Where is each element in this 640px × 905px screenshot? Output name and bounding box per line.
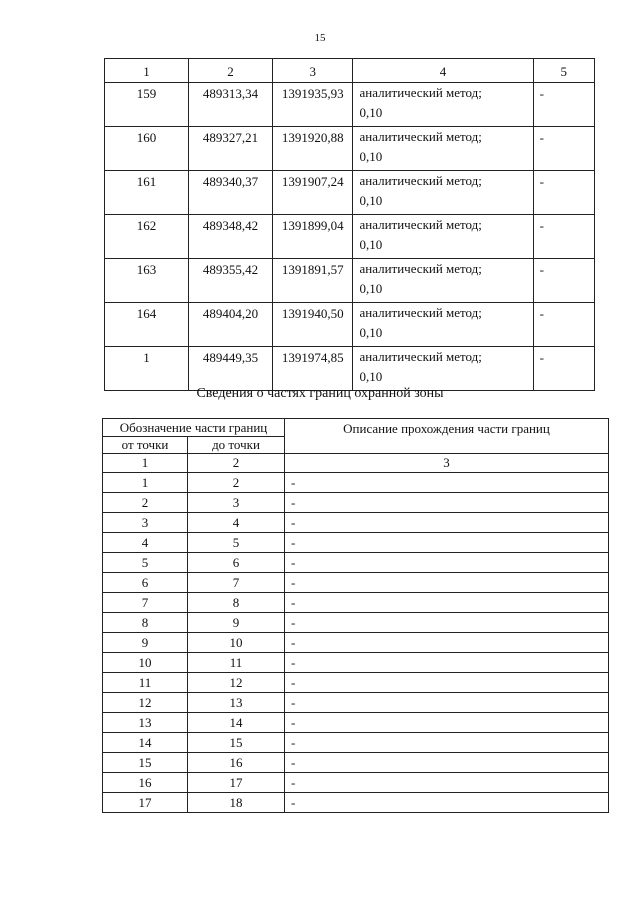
method-cell	[353, 303, 533, 347]
note-cell: -	[533, 347, 594, 391]
method-cell	[353, 83, 533, 127]
parts-to-header: до точки	[188, 437, 285, 454]
parts-row	[103, 513, 609, 533]
x-coordinate: 489355,42	[188, 259, 272, 303]
y-coordinate: 1391974,85	[273, 347, 353, 391]
parts-row	[103, 553, 609, 573]
from-point: 14	[103, 733, 188, 753]
from-point: 13	[103, 713, 188, 733]
y-coordinate: 1391899,04	[273, 215, 353, 259]
to-point: 4	[188, 513, 285, 533]
note-cell: -	[533, 171, 594, 215]
note-cell: -	[533, 303, 594, 347]
method-text: аналитический метод;	[359, 129, 482, 144]
coordinates-header-cell: 4	[353, 59, 533, 83]
from-point: 2	[103, 493, 188, 513]
page-number: 15	[314, 32, 326, 44]
y-coordinate: 1391920,88	[273, 127, 353, 171]
parts-row	[103, 493, 609, 513]
from-point: 16	[103, 773, 188, 793]
to-point: 2	[188, 473, 285, 493]
part-description: -	[285, 753, 609, 773]
note-cell: -	[533, 259, 594, 303]
note-cell: -	[533, 215, 594, 259]
x-coordinate: 489340,37	[188, 171, 272, 215]
method-cell	[353, 215, 533, 259]
point-number: 163	[105, 259, 189, 303]
parts-row	[103, 793, 609, 813]
y-coordinate: 1391891,57	[273, 259, 353, 303]
part-description: -	[285, 733, 609, 753]
to-point: 11	[188, 653, 285, 673]
x-coordinate: 489313,34	[188, 83, 272, 127]
method-text: аналитический метод;	[359, 217, 482, 232]
x-coordinate: 489348,42	[188, 215, 272, 259]
to-point: 13	[188, 693, 285, 713]
part-description: -	[285, 593, 609, 613]
parts-numbering-cell: 1	[103, 454, 188, 473]
parts-row	[103, 613, 609, 633]
from-point: 7	[103, 593, 188, 613]
to-point: 8	[188, 593, 285, 613]
section-title: Сведения о частях границ охранной зоны	[196, 386, 444, 401]
to-point: 5	[188, 533, 285, 553]
parts-numbering-cell: 2	[188, 454, 285, 473]
parts-row	[103, 633, 609, 653]
parts-from-header: от точки	[103, 437, 188, 454]
coordinates-row	[105, 127, 595, 171]
method-text: аналитический метод;	[359, 85, 482, 100]
part-description: -	[285, 493, 609, 513]
to-point: 18	[188, 793, 285, 813]
part-description: -	[285, 473, 609, 493]
accuracy-value: 0,10	[359, 237, 383, 252]
coordinates-header-cell: 3	[273, 59, 353, 83]
parts-row	[103, 593, 609, 613]
method-cell	[353, 259, 533, 303]
y-coordinate: 1391907,24	[273, 171, 353, 215]
coordinates-header-row	[105, 59, 595, 83]
parts-row	[103, 673, 609, 693]
from-point: 1	[103, 473, 188, 493]
accuracy-value: 0,10	[359, 105, 383, 120]
parts-row	[103, 753, 609, 773]
part-description: -	[285, 513, 609, 533]
to-point: 6	[188, 553, 285, 573]
coordinates-row	[105, 303, 595, 347]
note-cell: -	[533, 83, 594, 127]
point-number: 159	[105, 83, 189, 127]
point-number: 162	[105, 215, 189, 259]
coordinates-header-cell: 5	[533, 59, 594, 83]
from-point: 6	[103, 573, 188, 593]
parts-group-header: Обозначение части границ	[103, 419, 285, 437]
from-point: 17	[103, 793, 188, 813]
parts-numbering-cell: 3	[285, 454, 609, 473]
coordinates-row	[105, 83, 595, 127]
parts-row	[103, 713, 609, 733]
to-point: 17	[188, 773, 285, 793]
method-text: аналитический метод;	[359, 349, 482, 364]
coordinates-header-cell: 1	[105, 59, 189, 83]
parts-row	[103, 733, 609, 753]
from-point: 15	[103, 753, 188, 773]
method-cell	[353, 171, 533, 215]
from-point: 8	[103, 613, 188, 633]
accuracy-value: 0,10	[359, 149, 383, 164]
coordinates-header-cell: 2	[188, 59, 272, 83]
to-point: 14	[188, 713, 285, 733]
from-point: 4	[103, 533, 188, 553]
part-description: -	[285, 573, 609, 593]
part-description: -	[285, 673, 609, 693]
method-text: аналитический метод;	[359, 173, 482, 188]
to-point: 10	[188, 633, 285, 653]
from-point: 10	[103, 653, 188, 673]
parts-header-row	[103, 419, 609, 437]
parts-row	[103, 653, 609, 673]
coordinates-row	[105, 215, 595, 259]
method-cell	[353, 347, 533, 391]
to-point: 16	[188, 753, 285, 773]
part-description: -	[285, 793, 609, 813]
boundary-parts-table	[102, 418, 609, 813]
coordinates-row	[105, 347, 595, 391]
point-number: 1	[105, 347, 189, 391]
from-point: 3	[103, 513, 188, 533]
x-coordinate: 489327,21	[188, 127, 272, 171]
coordinates-row	[105, 171, 595, 215]
parts-row	[103, 693, 609, 713]
accuracy-value: 0,10	[359, 369, 383, 384]
from-point: 12	[103, 693, 188, 713]
part-description: -	[285, 773, 609, 793]
coordinates-table	[104, 58, 595, 391]
note-cell: -	[533, 127, 594, 171]
part-description: -	[285, 613, 609, 633]
parts-row	[103, 473, 609, 493]
method-cell	[353, 127, 533, 171]
part-description: -	[285, 553, 609, 573]
from-point: 9	[103, 633, 188, 653]
part-description: -	[285, 633, 609, 653]
x-coordinate: 489449,35	[188, 347, 272, 391]
point-number: 160	[105, 127, 189, 171]
accuracy-value: 0,10	[359, 325, 383, 340]
parts-row	[103, 773, 609, 793]
parts-numbering-row	[103, 454, 609, 473]
from-point: 11	[103, 673, 188, 693]
part-description: -	[285, 713, 609, 733]
parts-row	[103, 533, 609, 553]
x-coordinate: 489404,20	[188, 303, 272, 347]
y-coordinate: 1391935,93	[273, 83, 353, 127]
coordinates-row	[105, 259, 595, 303]
to-point: 15	[188, 733, 285, 753]
point-number: 161	[105, 171, 189, 215]
to-point: 12	[188, 673, 285, 693]
to-point: 9	[188, 613, 285, 633]
method-text: аналитический метод;	[359, 261, 482, 276]
parts-description-header: Описание прохождения части границ	[285, 419, 609, 454]
point-number: 164	[105, 303, 189, 347]
accuracy-value: 0,10	[359, 193, 383, 208]
part-description: -	[285, 533, 609, 553]
from-point: 5	[103, 553, 188, 573]
method-text: аналитический метод;	[359, 305, 482, 320]
accuracy-value: 0,10	[359, 281, 383, 296]
to-point: 7	[188, 573, 285, 593]
to-point: 3	[188, 493, 285, 513]
part-description: -	[285, 653, 609, 673]
part-description: -	[285, 693, 609, 713]
parts-row	[103, 573, 609, 593]
y-coordinate: 1391940,50	[273, 303, 353, 347]
